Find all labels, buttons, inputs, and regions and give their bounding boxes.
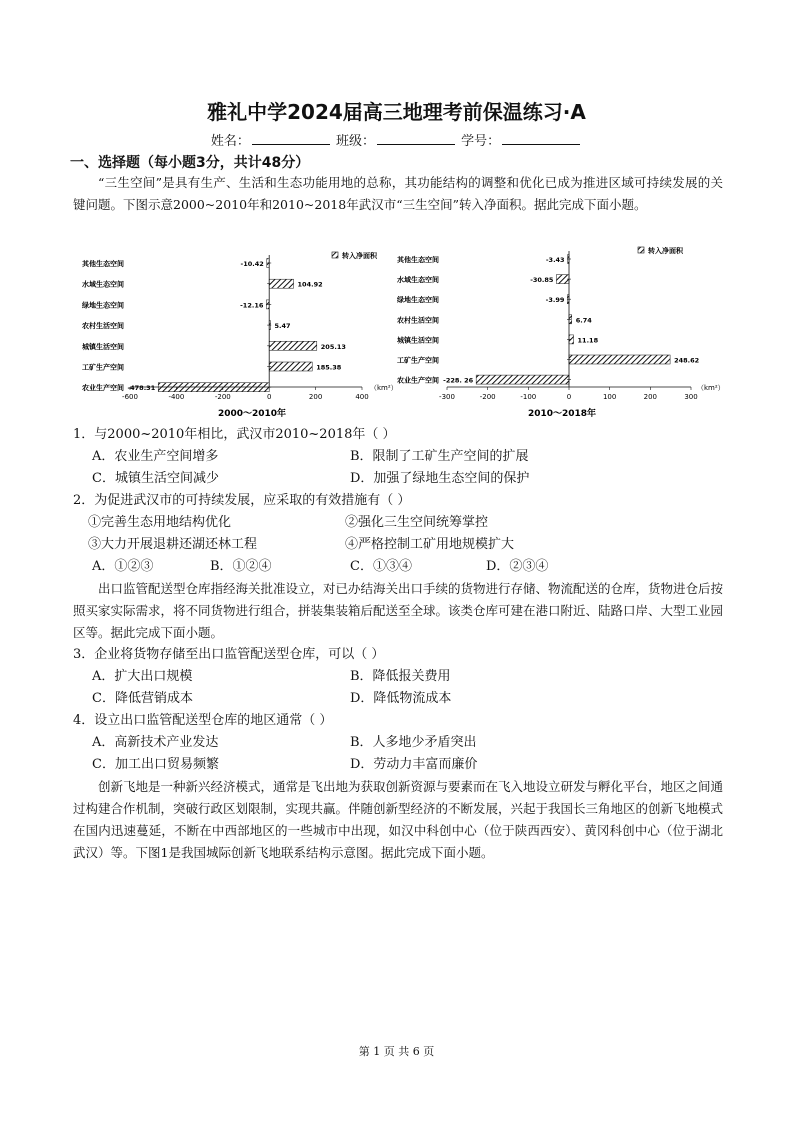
x-tick-label: 200	[643, 393, 658, 401]
q4-option-b[interactable]: B．人多地少矛盾突出	[350, 735, 477, 750]
q3-option-a[interactable]: A．扩大出口规模	[92, 669, 193, 684]
x-tick-label: -300	[439, 393, 455, 401]
unit-label: （km²）	[697, 384, 725, 392]
x-tick-label: -400	[168, 393, 185, 401]
q2-statement-2: ②强化三生空间统筹掌控	[345, 515, 489, 530]
passage-3-text: 创新飞地是一种新兴经济模式，通常是飞出地为获取创新资源与要素而在飞入地设立研发与孵化平台，地区之间通过构建合作机制，突破行政区划限制，实现共赢。伴随创新型经济的不断发展，兴起于我国长三角地区的创新飞地模式在国内迅速蔓延，不断在中西部地区的一些城市中出现，如汉中科创中心（位于陕西西安）、黄冈科创中心（位于湖北武汉）等。下图1是我国城际创新飞地联系结构示意图。据此完成下面小题。	[73, 779, 724, 860]
data-label: 248.62	[674, 356, 700, 365]
data-label: 205.13	[320, 342, 346, 351]
category-label: 农村生活空间	[82, 322, 124, 331]
q1-option-d[interactable]: D．加强了绿地生态空间的保护	[350, 471, 530, 486]
category-label: 绿地生态空间	[82, 301, 124, 310]
data-label: -3.43	[545, 256, 565, 264]
q2-option-a[interactable]: A．①②③	[92, 559, 154, 574]
chart-title: 2010～2018年	[527, 409, 597, 419]
bar	[269, 362, 312, 371]
x-tick-label: 400	[355, 393, 369, 401]
q3-option-c[interactable]: C．降低营销成本	[92, 691, 193, 706]
category-label: 农村生活空间	[397, 316, 439, 325]
data-label: 5.47	[274, 322, 291, 331]
q2-option-c[interactable]: C．①③④	[350, 559, 412, 574]
q1-option-b[interactable]: B．限制了工矿生产空间的扩展	[350, 449, 529, 464]
data-label: 6.74	[575, 316, 592, 325]
q2-statement-1: ①完善生态用地结构优化	[88, 515, 232, 530]
passage-3	[73, 776, 723, 864]
chart-2010-2018	[394, 244, 726, 422]
bar	[269, 279, 293, 288]
data-label: -30.85	[530, 276, 554, 285]
data-label: 11.18	[577, 336, 599, 345]
x-tick-label: -600	[122, 393, 138, 401]
category-label: 农业生产空间	[82, 384, 124, 393]
q1-option-a[interactable]: A．农业生产空间增多	[92, 449, 219, 464]
passage-2-text: 出口监管配送型仓库指经海关批准设立，对已办结海关出口手续的货物进行存储、物流配送的仓库，货物进仓后按照买家实际需求，将不同货物进行组合，拼装集装箱后配送至全球。该类仓库可建在港口附近、陆路口岸、大型工业园区等。据此完成下面小题。	[73, 581, 724, 640]
q3-option-b[interactable]: B．降低报关费用	[350, 669, 451, 684]
x-tick-label: 200	[308, 393, 323, 401]
category-label: 水域生态空间	[397, 276, 439, 285]
category-label: 工矿生产空间	[82, 363, 124, 372]
q2-option-d[interactable]: D．②③④	[486, 559, 549, 574]
q4-option-c[interactable]: C．加工出口贸易频繁	[92, 757, 219, 772]
data-label: 104.92	[297, 280, 323, 289]
data-label: -10.42	[240, 260, 264, 268]
bar	[269, 341, 317, 350]
x-tick-label: -200	[479, 393, 496, 401]
passage-1	[73, 172, 723, 216]
q1-option-c[interactable]: C．城镇生活空间减少	[92, 471, 219, 486]
category-label: 水域生态空间	[82, 280, 124, 289]
id-label: 学号：	[461, 134, 501, 149]
section-heading: 一、选择题（每小题3分，共计48分）	[70, 155, 310, 171]
q2-statement-4: ④严格控制工矿用地规模扩大	[345, 537, 515, 552]
question-4-stem: 4．设立出口监管配送型仓库的地区通常（ ）	[73, 713, 333, 728]
q2-statement-3: ③大力开展退耕还湖还林工程	[88, 537, 258, 552]
x-tick-label: 0	[266, 393, 272, 401]
data-label: -3.99	[545, 296, 565, 305]
chart-title: 2000～2010年	[217, 409, 287, 419]
passage-2	[73, 578, 723, 644]
legend-label: 转入净面积	[648, 247, 683, 255]
q3-option-d[interactable]: D．降低物流成本	[350, 691, 452, 706]
data-label: -478.31	[127, 384, 156, 393]
passage-1-text: “三生空间”是具有生产、生活和生态功能用地的总称，其功能结构的调整和优化已成为推进区域可持续发展的关键问题。下图示意2000~2010年和2010~2018年武汉市“三生空间”转入净面积。据此完成下面小题。	[73, 175, 723, 212]
page-footer: 第 1 页 共 6 页	[358, 1045, 435, 1058]
category-label: 其他生态空间	[397, 256, 439, 264]
class-label: 班级：	[335, 134, 375, 149]
question-3-stem: 3．企业将货物存储至出口监管配送型仓库，可以（ ）	[73, 647, 385, 662]
x-tick-label: 300	[684, 393, 698, 401]
legend-label: 转入净面积	[342, 252, 377, 260]
q2-option-b[interactable]: B．①②④	[210, 559, 272, 574]
student-info-line	[0, 130, 793, 149]
chart-2000-2010	[72, 244, 417, 422]
x-tick-label: -200	[214, 393, 231, 401]
x-tick-label: -100	[520, 393, 537, 401]
name-blank[interactable]	[252, 133, 330, 145]
question-1-stem: 1．与2000~2010年相比，武汉市2010~2018年（ ）	[73, 427, 396, 442]
category-label: 工矿生产空间	[397, 356, 439, 365]
legend-swatch	[638, 247, 644, 253]
x-tick-label: 100	[602, 393, 617, 401]
data-label: -228. 26	[443, 376, 474, 385]
id-blank[interactable]	[502, 133, 580, 145]
name-label: 姓名：	[210, 134, 250, 149]
bar	[476, 375, 569, 384]
unit-label: （km²）	[370, 384, 398, 392]
question-2-stem: 2．为促进武汉市的可持续发展，应采取的有效措施有（ ）	[73, 493, 411, 508]
q4-option-a[interactable]: A．高新技术产业发达	[92, 735, 219, 750]
legend-swatch	[332, 252, 338, 258]
data-label: 185.38	[316, 363, 342, 372]
category-label: 其他生态空间	[82, 260, 124, 268]
category-label: 城镇生活空间	[397, 336, 439, 345]
x-tick-label: 0	[566, 393, 572, 401]
class-blank[interactable]	[377, 133, 455, 145]
bar	[569, 355, 670, 364]
q4-option-d[interactable]: D．劳动力丰富而廉价	[350, 757, 478, 772]
category-label: 城镇生活空间	[82, 342, 124, 351]
category-label: 农业生产空间	[397, 376, 439, 385]
page-title: 雅礼中学2024届高三地理考前保温练习·A	[207, 100, 586, 124]
data-label: -12.16	[240, 301, 264, 310]
category-label: 绿地生态空间	[397, 296, 439, 305]
